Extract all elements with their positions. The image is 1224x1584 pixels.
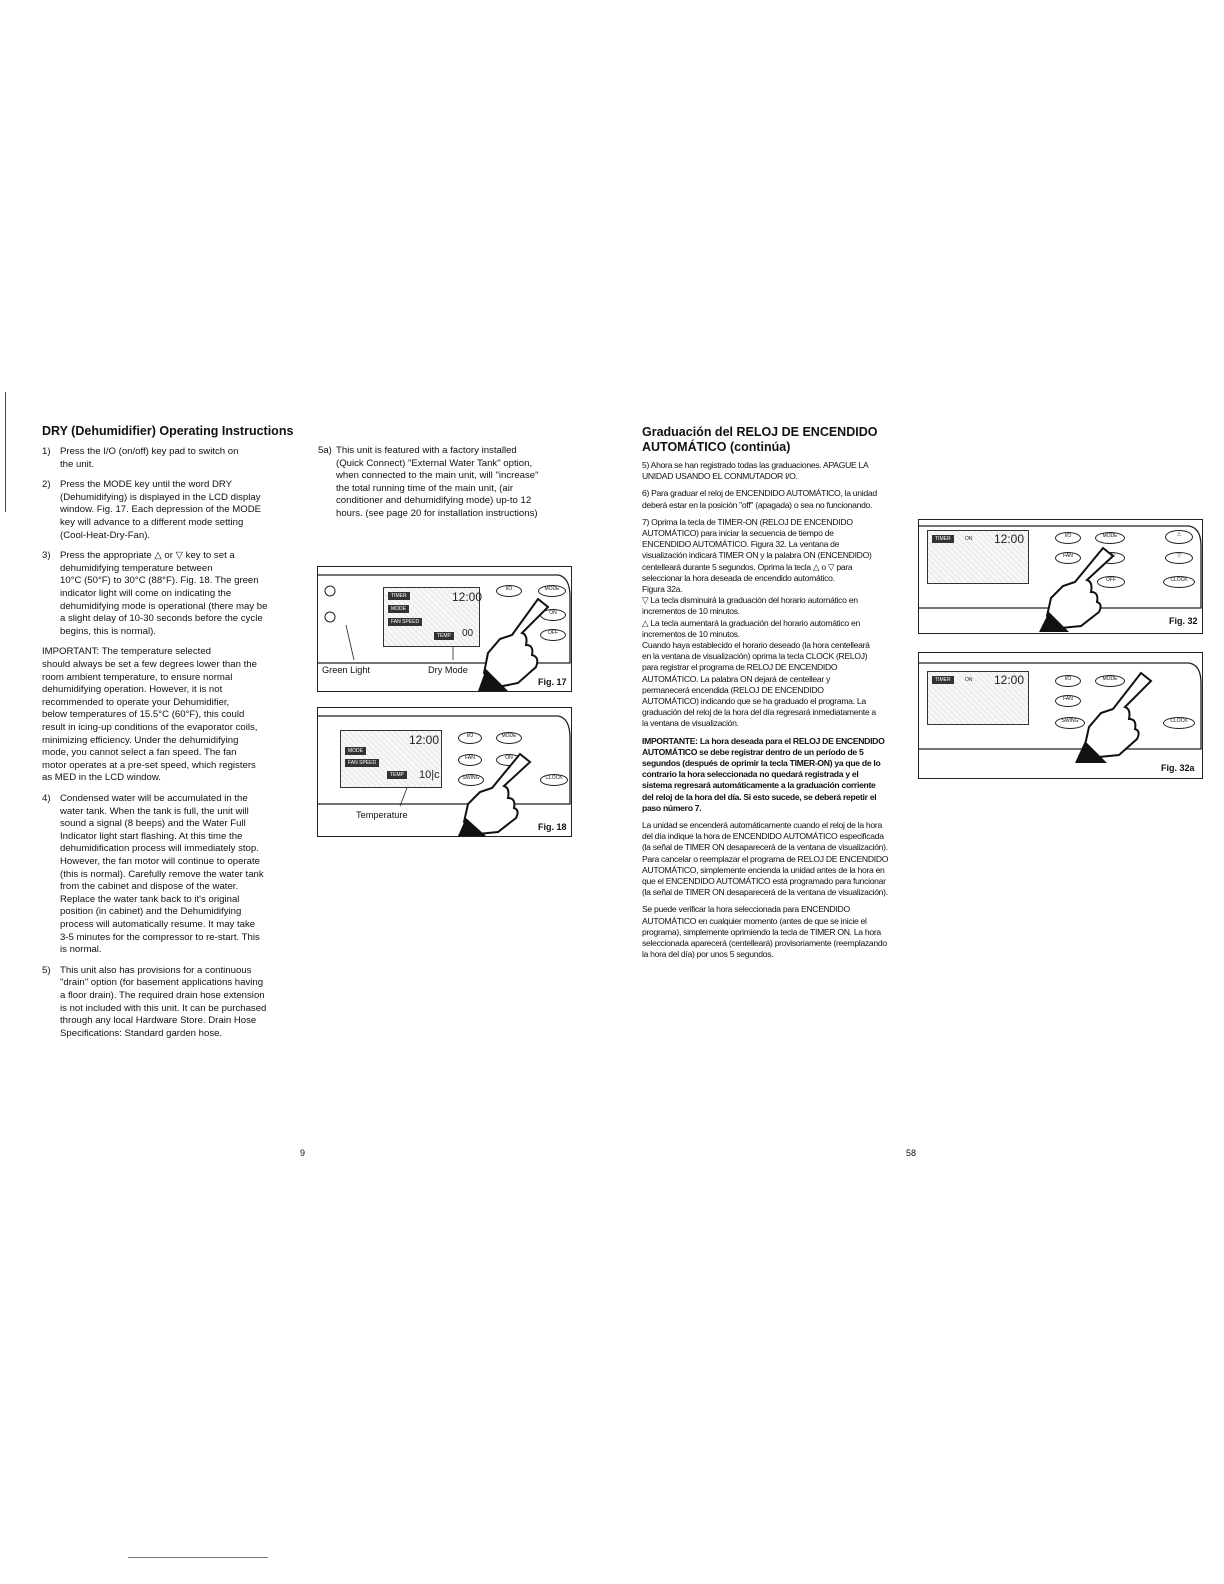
clock-key-32a[interactable]: CLOCK xyxy=(1163,717,1195,729)
fig-18-label: Fig. 18 xyxy=(538,822,567,832)
text-line: programa), simplemente oprimiendo la tecla de TIMER ON. La hora xyxy=(642,926,881,937)
text-line: AUTOMÁTICO se debe registrar dentro de un período de 5 xyxy=(642,746,864,757)
lcd-display xyxy=(383,587,483,647)
text-line: paso número 7. xyxy=(642,802,702,813)
text-line: from the cabinet and dispose of the water. xyxy=(60,881,239,893)
lcd-temp-value-18: 10|c xyxy=(419,769,440,781)
text-line: Indicator light start flashing. At this time the xyxy=(60,830,243,842)
lcd-display-18 xyxy=(340,730,442,788)
text-line: Se puede verificar la hora seleccionada para ENCENDIDO xyxy=(642,904,850,915)
text-line: 3-5 minutes for the compressor to re-start. This xyxy=(60,931,260,943)
lcd-mode-tag: MODE xyxy=(388,605,409,613)
text-line: recommended to operate your Dehumidifier, xyxy=(42,696,230,708)
lcd-fan-speed-tag: FAN SPEED xyxy=(388,618,422,626)
pointing-hand-icon-32a xyxy=(1075,671,1155,763)
text-line: sound a signal (8 beeps) and the Water Full xyxy=(60,818,246,830)
up-key-32[interactable]: △ xyxy=(1165,530,1193,544)
text-line: Press the MODE key until the word DRY xyxy=(60,479,233,491)
title-line: AUTOMÁTICO (continúa) xyxy=(642,440,791,454)
figure-32a xyxy=(918,652,1203,779)
step-number: 5a) xyxy=(318,445,332,456)
text-line: 6) Para graduar el reloj de ENCENDIDO AUTOMÁTICO, la unidad xyxy=(642,488,877,499)
text-line: AUTOMÁTICO) indicando que se ha graduado el programa. La xyxy=(642,696,866,706)
text-line: (Dehumidifying) is displayed in the LCD display xyxy=(60,491,261,503)
text-line: Replace the water tank back to it's original xyxy=(60,893,240,905)
off-key-32[interactable]: OFF xyxy=(1097,576,1125,588)
text-line: through any local Hardware Store. Drain Hose xyxy=(60,1015,257,1027)
text-line: position (in cabinet) and the Dehumidifying xyxy=(60,906,242,918)
text-line: sistema regresará automáticamente a la graduación corriente xyxy=(642,780,876,791)
footer-link-line xyxy=(128,1557,268,1558)
text-line: AUTOMÁTICO. La palabra ON dejará de centellear y xyxy=(642,673,830,684)
text-line: la ventana de visualización. xyxy=(642,718,739,729)
text-line: is not included with this unit. It can be purchased xyxy=(60,1002,267,1014)
text-line: hours. (see page 20 for installation instructions) xyxy=(336,507,538,519)
lcd-temp-value: 00 xyxy=(462,628,474,639)
lcd-on-tag-32a: ON xyxy=(965,677,973,683)
text-line: room ambient temperature, to ensure normal xyxy=(42,671,233,683)
fig-17-label: Fig. 17 xyxy=(538,677,567,687)
lcd-temp-tag: TEMP xyxy=(434,632,454,640)
text-line: ▽ La tecla disminuirá la graduación del horario automático en xyxy=(642,595,858,606)
text-line: (this is normal). Carefully remove the water tank xyxy=(60,868,264,880)
lcd-timer-tag: TIMER xyxy=(388,592,410,600)
text-line: seleccionada aparecerá (centelleará) provisoriamente (reemplazando xyxy=(642,938,887,948)
text-line: incrementos de 10 minutos. xyxy=(642,628,740,639)
lcd-mode-tag-18: MODE xyxy=(345,747,366,755)
step-text xyxy=(60,550,267,638)
text-line: la hora del día) por unos 5 segundos. xyxy=(642,949,774,960)
text-line: a slight delay of 10-30 seconds before the cycle xyxy=(60,613,263,625)
step-number: 2) xyxy=(42,479,51,491)
text-line: para registrar el programa de RELOJ DE ENCENDIDO xyxy=(642,662,838,673)
text-line: Press the I/O (on/off) key pad to switch on xyxy=(60,446,239,457)
text-line: del día indique la hora de ENCENDIDO AUTOMÁTICO especificada xyxy=(642,831,884,842)
text-line: key will advance to a different mode setting xyxy=(60,516,244,528)
text-line: This unit is featured with a factory installed xyxy=(336,445,517,456)
title-line: Graduación del RELOJ DE ENCENDIDO xyxy=(642,425,878,439)
text-line: AUTOMÁTICO) para iniciar la secuencia de tiempo de xyxy=(642,528,834,538)
text-line: incrementos de 10 minutos. xyxy=(642,606,740,617)
text-line: AUTOMÁTICO, simplemente encienda la unidad antes de la hora en xyxy=(642,864,885,875)
text-line: However, the fan motor will continue to operate xyxy=(60,855,260,867)
pointing-hand-icon-32 xyxy=(1039,546,1119,632)
text-line: del reloj de la hora del día. Si esto sucede, se deberá repetir el xyxy=(642,791,877,802)
text-line: visualización indicará TIMER ON y la palabra ON (ENCENDIDO) xyxy=(642,550,872,561)
text-line: is normal. xyxy=(60,944,102,956)
fan-key-32a[interactable]: FAN xyxy=(1055,695,1081,707)
step-number: 4) xyxy=(42,793,51,804)
clock-key-18[interactable]: CLOCK xyxy=(540,774,568,786)
step-text xyxy=(60,479,261,542)
callout-green-light: Green Light xyxy=(322,665,371,675)
figure-17 xyxy=(317,566,572,692)
mode-key-18[interactable]: MODE xyxy=(496,732,522,744)
text-line: UNIDAD USANDO EL CONMUTADOR I/O. xyxy=(642,471,798,482)
text-line: (Cool-Heat-Dry-Fan). xyxy=(60,529,151,541)
text-line: Para cancelar o reemplazar el programa de RELOJ DE ENCENDIDO xyxy=(642,853,889,864)
step-number: 3) xyxy=(42,550,51,562)
clock-key-32[interactable]: CLOCK xyxy=(1163,576,1195,588)
text-line: Specifications: Standard garden hose. xyxy=(60,1027,223,1039)
text-line: motor operates at a pre-set speed, which registers xyxy=(42,759,256,771)
text-line: 10°C (50°F) to 30°C (88°F). Fig. 18. The green xyxy=(60,575,259,587)
text-line: (Quick Connect) "External Water Tank" option, xyxy=(336,457,533,469)
text-line: minimizing efficiency. Under the dehumidifying xyxy=(42,734,239,746)
mode-key-32a[interactable]: MODE xyxy=(1095,675,1125,687)
mode-key[interactable]: MODE xyxy=(538,585,566,597)
text-line: window. Fig. 17. Each depression of the MODE xyxy=(60,504,262,516)
text-line: 7) Oprima la tecla de TIMER-ON (RELOJ DE ENCENDIDO xyxy=(642,516,853,527)
lcd-time-32: 12:00 xyxy=(994,532,1025,546)
fig-32a-label: Fig. 32a xyxy=(1161,763,1195,773)
text-line: Press the appropriate △ or ▽ key to set a xyxy=(60,550,235,562)
step-number: 5) xyxy=(42,964,51,976)
fan-key-18[interactable]: FAN xyxy=(458,754,482,766)
swing-key-18[interactable]: SWING xyxy=(458,774,484,786)
text-line: que el ENCENDIDO AUTOMÁTICO está programado para funcionar xyxy=(642,876,886,886)
mode-key-32[interactable]: MODE xyxy=(1095,532,1125,544)
text-line: Figura 32a. xyxy=(642,584,683,594)
lcd-timer-tag-32a: TIMER xyxy=(932,676,954,684)
text-line: when connected to the main unit, will "increase" xyxy=(336,470,539,482)
pointing-hand-icon-18 xyxy=(458,752,538,836)
step-text xyxy=(336,445,539,521)
figure-18 xyxy=(317,707,572,837)
text-line: AUTOMÁTICO en cualquier momento (antes de que se inicie el xyxy=(642,915,867,926)
lcd-time: 12:00 xyxy=(452,590,483,604)
text-line: (la señal de TIMER ON desaparecerá de la ventana de visualización). xyxy=(642,887,888,898)
text-line: result in icing-up conditions of the evaporator coils, xyxy=(42,722,258,733)
text-line: permanecerá encendida (RELOJ DE ENCENDIDO xyxy=(642,684,824,695)
lcd-display-32a xyxy=(927,671,1029,725)
text-line: ENCENDIDO AUTOMÁTICO. Figura 32. La ventana de xyxy=(642,539,840,550)
text-line: indicator light will come on indicating the xyxy=(60,587,232,599)
io-key-32a[interactable]: I/O xyxy=(1055,675,1081,687)
text-line: conditioner and dehumidifying mode) up-to 12 xyxy=(336,495,532,507)
down-key-32[interactable]: ▽ xyxy=(1165,552,1193,564)
text-line: dehumidifying operation. However, it is not xyxy=(42,684,223,696)
text-line: the total running time of the main unit, (air xyxy=(336,482,514,494)
text-line: a floor drain). The required drain hose extension xyxy=(60,989,265,1001)
text-line: process will automatically resume. It may take xyxy=(60,918,256,930)
text-line: should always be set a few degrees lower than the xyxy=(42,659,257,670)
lcd-time-18: 12:00 xyxy=(409,733,440,747)
text-line: water tank. When the tank is full, the unit will xyxy=(60,805,249,817)
on-key[interactable]: ON xyxy=(540,609,566,621)
on-key-18[interactable]: ON xyxy=(496,754,522,766)
text-line: "drain" option (for basement applications having xyxy=(60,977,264,989)
text-line: segundos (después de oprimir la tecla TIMER-ON) ya que de lo xyxy=(642,758,881,768)
text-line: contrario la hora seleccionada no quedará registrada y el xyxy=(642,769,859,780)
fig-32-label: Fig. 32 xyxy=(1169,616,1198,626)
step-text xyxy=(60,793,264,957)
io-key[interactable]: I/O xyxy=(496,585,522,597)
text-line: dehumidifying mode is operational (there may be xyxy=(60,600,268,612)
text-line: IMPORTANT: The temperature selected xyxy=(42,646,212,658)
text-line: 5) Ahora se han registrado todas las graduaciones. APAGUE LA xyxy=(642,460,869,470)
page-edge-line xyxy=(5,392,6,512)
text-line: graduación del reloj de la hora del día regresará inmediatamente a xyxy=(642,707,876,718)
callout-temperature: Temperature xyxy=(356,810,408,820)
off-key[interactable]: OFF xyxy=(540,629,566,641)
text-line: begins, this is normal). xyxy=(60,625,156,637)
lcd-temp-tag-18: TEMP xyxy=(387,771,407,779)
section-title-dry: DRY (Dehumidifier) Operating Instructions xyxy=(42,424,294,438)
figure-32 xyxy=(918,519,1203,634)
callout-dry-mode: Dry Mode xyxy=(428,665,468,675)
text-line: deberá estar en la posición "off" (apagada) o sea no funcionando. xyxy=(642,499,873,510)
text-line: dehumidifying temperature between xyxy=(60,562,213,574)
text-line: Cuando haya establecido el horario deseado (la hora centelleará xyxy=(642,640,870,650)
lcd-fan-speed-tag-18: FAN SPEED xyxy=(345,759,379,767)
fan-key-32[interactable]: FAN xyxy=(1055,552,1081,564)
text-line: en la ventana de visualización) oprima la tecla CLOCK (RELOJ) xyxy=(642,651,868,662)
text-line: dehumidification process will immediately stop. xyxy=(60,843,259,855)
text-line: △ La tecla aumentará la graduación del horario automático en xyxy=(642,617,860,628)
text-line: IMPORTANTE: La hora deseada para el RELOJ DE ENCENDIDO xyxy=(642,735,885,746)
text-line: centelleará durante 5 segundos. Oprima la tecla △ o ▽ para xyxy=(642,561,853,572)
io-key-18[interactable]: I/O xyxy=(458,732,482,744)
step-text xyxy=(60,965,266,1041)
io-key-32[interactable]: I/O xyxy=(1055,532,1081,544)
lcd-time-32a: 12:00 xyxy=(994,673,1025,687)
text-line: (la señal de TIMER ON desaparecerá de la ventana de visualización). xyxy=(642,842,888,853)
text-line: This unit also has provisions for a continuous xyxy=(60,964,252,976)
text-line: mode, you cannot select a fan speed. The fan xyxy=(42,747,237,759)
page-number-left: 9 xyxy=(300,1148,306,1158)
step-number: 1) xyxy=(42,446,51,457)
lcd-timer-tag-32: TIMER xyxy=(932,535,954,543)
text-line: the unit. xyxy=(60,458,95,470)
section-title-es xyxy=(642,425,877,455)
lcd-display-32 xyxy=(927,530,1029,584)
text-line: as MED in the LCD window. xyxy=(42,772,161,784)
page-number-right: 58 xyxy=(906,1148,917,1158)
text-line: Condensed water will be accumulated in the xyxy=(60,793,248,804)
text-line: below temperatures of 15.5°C (60°F), this could xyxy=(42,709,245,721)
text-line: seleccionar la hora deseada de encendido automático. xyxy=(642,572,835,583)
step-text xyxy=(60,446,238,471)
text-line: La unidad se encenderá automáticamente cuando el reloj de la hora xyxy=(642,820,882,830)
swing-key-32a[interactable]: SWING xyxy=(1055,717,1085,729)
lcd-on-tag-32: ON xyxy=(965,536,973,542)
